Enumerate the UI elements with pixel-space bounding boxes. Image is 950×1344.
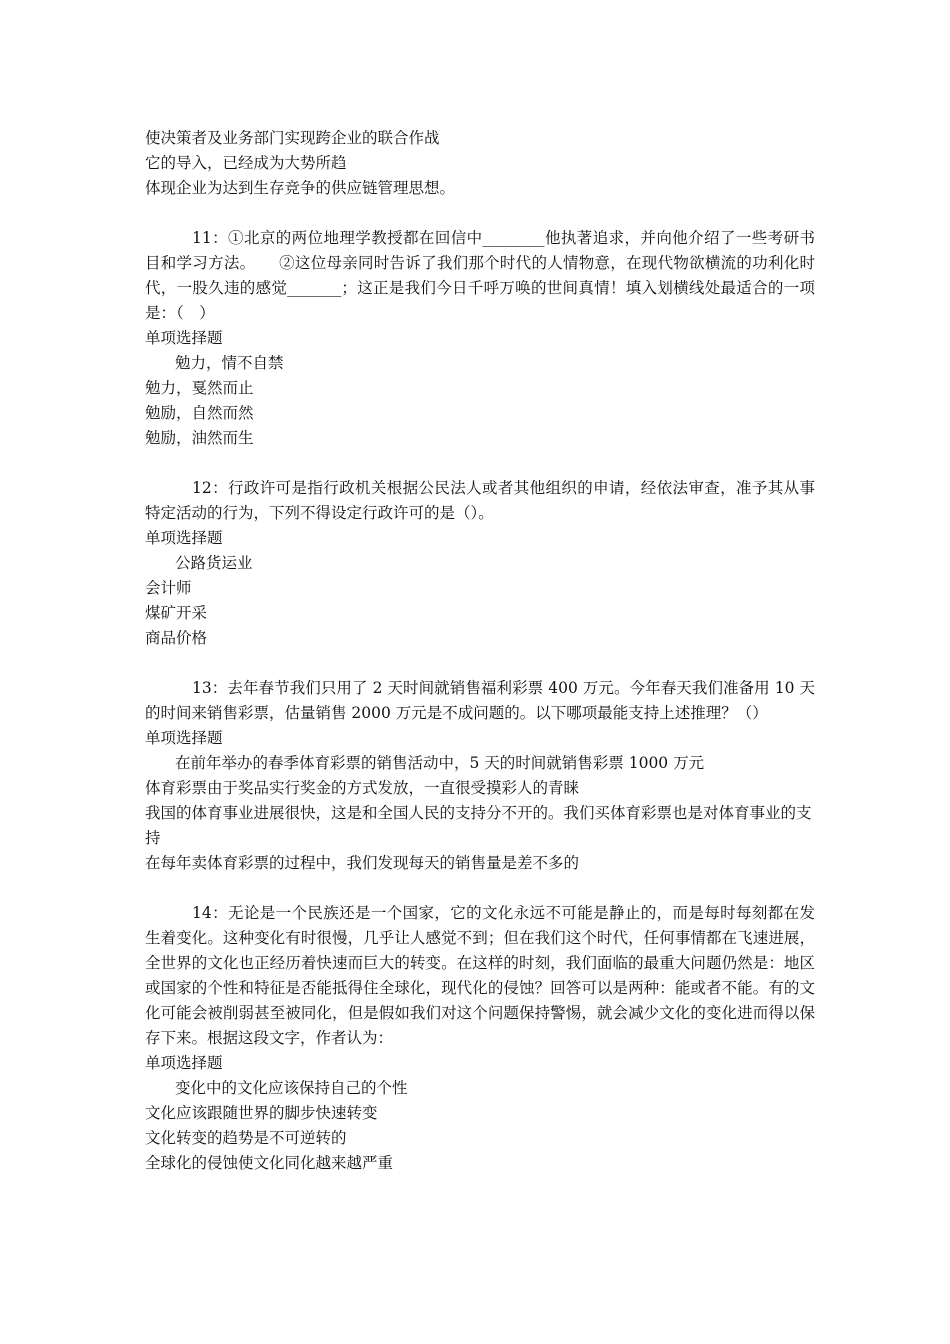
- option-d: 全球化的侵蚀使文化同化越来越严重: [145, 1154, 394, 1172]
- option-a: 变化中的文化应该保持自己的个性: [175, 1079, 408, 1097]
- question-text: 14：无论是一个民族还是一个国家，它的文化永远不可能是静止的，而是每时每刻都在发生着变化。这种变化有时很慢，几乎让人感觉不到；但在我们这个时代，任何事情都在飞速进展，全世界的文化也正经历着快速而巨大的转变。在这样的时刻，我们面临的最重大问题仍然是：地区或国家的个性和特征是否能抵得住全球化，现代化的侵蚀？回答可以是两种：能或者不能。有的文化可能会被削弱甚至被同化，但是假如我们对这个问题保持警惕，就会减少文化的变化进而得以保存下来。根据这段文字，作者认为：: [145, 904, 815, 1047]
- question-11: [145, 226, 815, 451]
- question-type: 单项选择题: [145, 729, 223, 747]
- intro-line: 使决策者及业务部门实现跨企业的联合作战: [145, 129, 440, 147]
- option-b: 勉力，戛然而止: [145, 379, 254, 397]
- question-type: 单项选择题: [145, 1054, 223, 1072]
- intro-line: 体现企业为达到生存竞争的供应链管理思想。: [145, 179, 456, 197]
- option-d: 商品价格: [145, 629, 208, 647]
- option-a: 在前年举办的春季体育彩票的销售活动中，5 天的时间就销售彩票 1000 万元: [175, 754, 705, 772]
- question-14: [145, 901, 815, 1176]
- option-a: 勉力，情不自禁: [175, 354, 284, 372]
- option-b: 会计师: [145, 579, 192, 597]
- option-c: 文化转变的趋势是不可逆转的: [145, 1129, 347, 1147]
- option-a: 公路货运业: [175, 554, 253, 572]
- option-c: 我国的体育事业进展很快，这是和全国人民的支持分不开的。我们买体育彩票也是对体育事业的支持: [145, 804, 812, 847]
- option-b: 体育彩票由于奖品实行奖金的方式发放，一直很受摸彩人的青睐: [145, 779, 580, 797]
- question-text: 13：去年春节我们只用了 2 天时间就销售福利彩票 400 万元。今年春天我们准备用 10 天的时间来销售彩票，估量销售 2000 万元是不成问题的。以下哪项最能支持上述推理？（）: [145, 679, 815, 722]
- intro-line: 它的导入，已经成为大势所趋: [145, 154, 347, 172]
- option-c: 煤矿开采: [145, 604, 208, 622]
- document-content: [145, 126, 815, 1176]
- option-b: 文化应该跟随世界的脚步快速转变: [145, 1104, 378, 1122]
- intro-options: [145, 126, 815, 201]
- option-c: 勉励，自然而然: [145, 404, 254, 422]
- question-type: 单项选择题: [145, 529, 223, 547]
- question-text: 11：①北京的两位地理学教授都在回信中________他执著追求，并向他介绍了一些考研书目和学习方法。 ②这位母亲同时告诉了我们那个时代的人情物意，在现代物欲横流的功利化时代，一股久违的感觉_______；这正是我们今日千呼万唤的世间真情！填入划横线处最适合的一项是：（ ）: [145, 229, 815, 322]
- option-d: 在每年卖体育彩票的过程中，我们发现每天的销售量是差不多的: [145, 854, 580, 872]
- question-type: 单项选择题: [145, 329, 223, 347]
- question-12: [145, 476, 815, 651]
- question-text: 12：行政许可是指行政机关根据公民法人或者其他组织的申请，经依法审查，准予其从事特定活动的行为，下列不得设定行政许可的是（）。: [145, 479, 815, 522]
- question-13: [145, 676, 815, 876]
- option-d: 勉励，油然而生: [145, 429, 254, 447]
